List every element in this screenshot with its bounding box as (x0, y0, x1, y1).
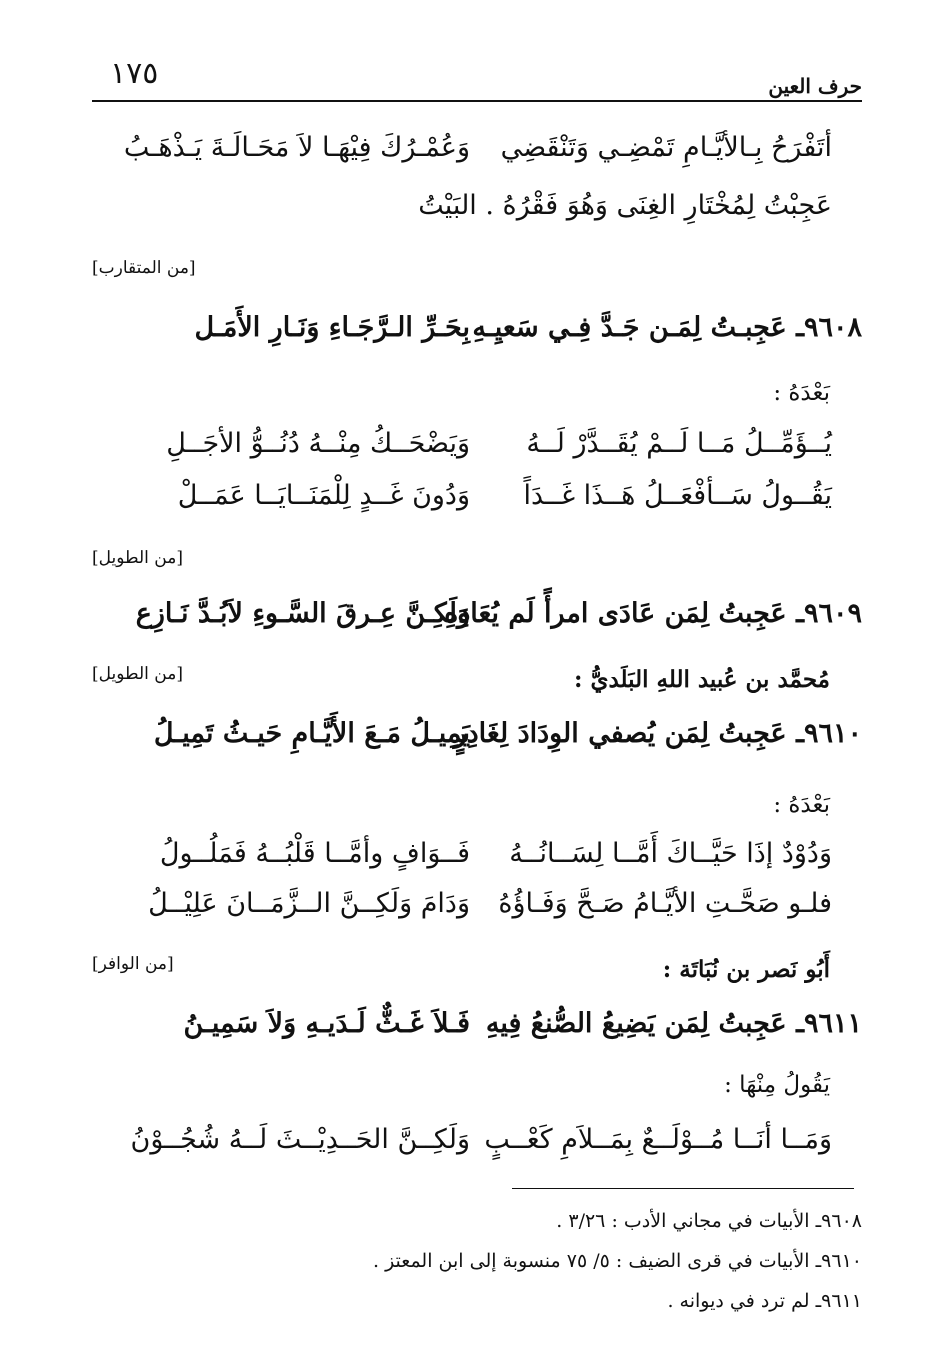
verse-second-hemistich: وَيَضْحَــكُ مِنْــهُ دُنُــوُّ الأجَــلِ (166, 428, 470, 459)
verse-second-hemistich: فَـلاَ غَـثٌّ لَـدَيـهِ وَلاَ سَمِيـنُ (183, 1008, 470, 1039)
verse-second-hemistich: وَلَكِـنَّ عِـرقَ السَّـوءِ لاَبُـدَّ نَـازِع (135, 598, 470, 629)
verse-first-hemistich: أتَفْرَحُ بِـالأيَّـامِ تَمْضِـي وَتَنْقَضِي (500, 132, 832, 163)
verse-second-hemistich: فَــوَافٍ وأمَّــا قَلْبُــهُ فَمَلُــولُ (159, 838, 470, 869)
page-number: ١٧٥ (110, 56, 159, 91)
verse-second-hemistich: بِحَـرِّ الـرَّجَـاءِ وَنَـارِ الأَمَـل (194, 312, 470, 343)
footnote: ٩٦١١ـ لم ترد في ديوانه . (667, 1290, 862, 1312)
prose-line: يَقُولُ مِنْهَا : (724, 1072, 830, 1098)
verse-first-hemistich: ٩٦٠٨ـ عَجِبـتُ لِمَـن جَـدَّ فِـي سَعيِـهِ (472, 312, 862, 343)
meter-label: [من الطويل] (92, 548, 183, 568)
verse-second-hemistich: وَعُمْـرُكَ فِيْهَـا لاَ مَحَـالَـةَ يَـذْهَـبُ (123, 132, 470, 163)
footnote: ٩٦٠٨ـ الأبيات في مجاني الأدب : ٣/٢٦ . (556, 1210, 862, 1232)
meter-label: [من الطويل] (92, 664, 183, 684)
meter-label: [من الوافر] (92, 954, 174, 974)
verse-first-hemistich: ٩٦١٠ـ عَجِبتُ لِمَن يُصفي الوِدَادَ لِغَادِرٍ (453, 718, 862, 749)
author-line: أَبُو نَصر بن نُبَاتَة : (662, 956, 830, 983)
prose-line: عَجِبْتُ لِمُخْتَارِ الغِنَى وَهُوَ فَقْرُهُ . البَيْتُ (418, 190, 832, 221)
author-line: مُحمَّد بن عُبيد اللهِ البَلَديُّ : (573, 666, 830, 693)
footnote-rule (512, 1188, 854, 1189)
verse-second-hemistich: وَدَامَ وَلَكِــنَّ الــزَّمَــانَ عَلِيْــلُ (148, 888, 470, 919)
footnote: ٩٦١٠ـ الأبيات في قرى الضيف : ٥/ ٧٥ منسوبة إلى ابن المعتز . (372, 1250, 862, 1272)
verse-first-hemistich: ٩٦٠٩ـ عَجِبتُ لِمَن عَادَى امرأً لَم يُعَادِهِ (444, 598, 862, 629)
verse-second-hemistich: وَلَكِــنَّ الحَــدِيْــثَ لَــهُ شُجُــوْنُ (130, 1124, 470, 1155)
prose-line: بَعْدَهُ : (773, 380, 830, 406)
verse-first-hemistich: ٩٦١١ـ عَجِبتُ لِمَن يَضِيعُ الصُّنعُ فِيهِ (485, 1008, 862, 1039)
verse-first-hemistich: يُــؤَمِّــلُ مَــا لَــمْ يُقَــدَّرْ لَــهُ (526, 428, 832, 459)
meter-label: [من المتقارب] (92, 258, 196, 278)
verse-first-hemistich: فلـو صَحَّـتِ الأيَّـامُ صَـحَّ وَفَـاؤُهُ (498, 888, 832, 919)
verse-second-hemistich: وَدُونَ غَــدٍ لِلْمَنَــايَــا عَمَــلْ (177, 480, 470, 511)
running-title: حرف العين (768, 74, 862, 98)
verse-first-hemistich: وَدُوْدٌ إذَا حَيَّــاكَ أَمَّــا لِسَــانُــهُ (509, 838, 832, 869)
verse-second-hemistich: يَمِيـلُ مَـعَ الأَيَّـامِ حَيـثُ تَمِيـلُ (153, 718, 470, 749)
prose-line: بَعْدَهُ : (773, 792, 830, 818)
verse-first-hemistich: وَمَــا أنَــا مُــوْلَــعٌ بِمَــلاَمِ كَعْــبٍ (484, 1124, 832, 1155)
header-rule (92, 100, 862, 102)
verse-first-hemistich: يَقُــولُ سَــأفْعَــلُ هَــذَا غَــدَاً (523, 480, 832, 511)
